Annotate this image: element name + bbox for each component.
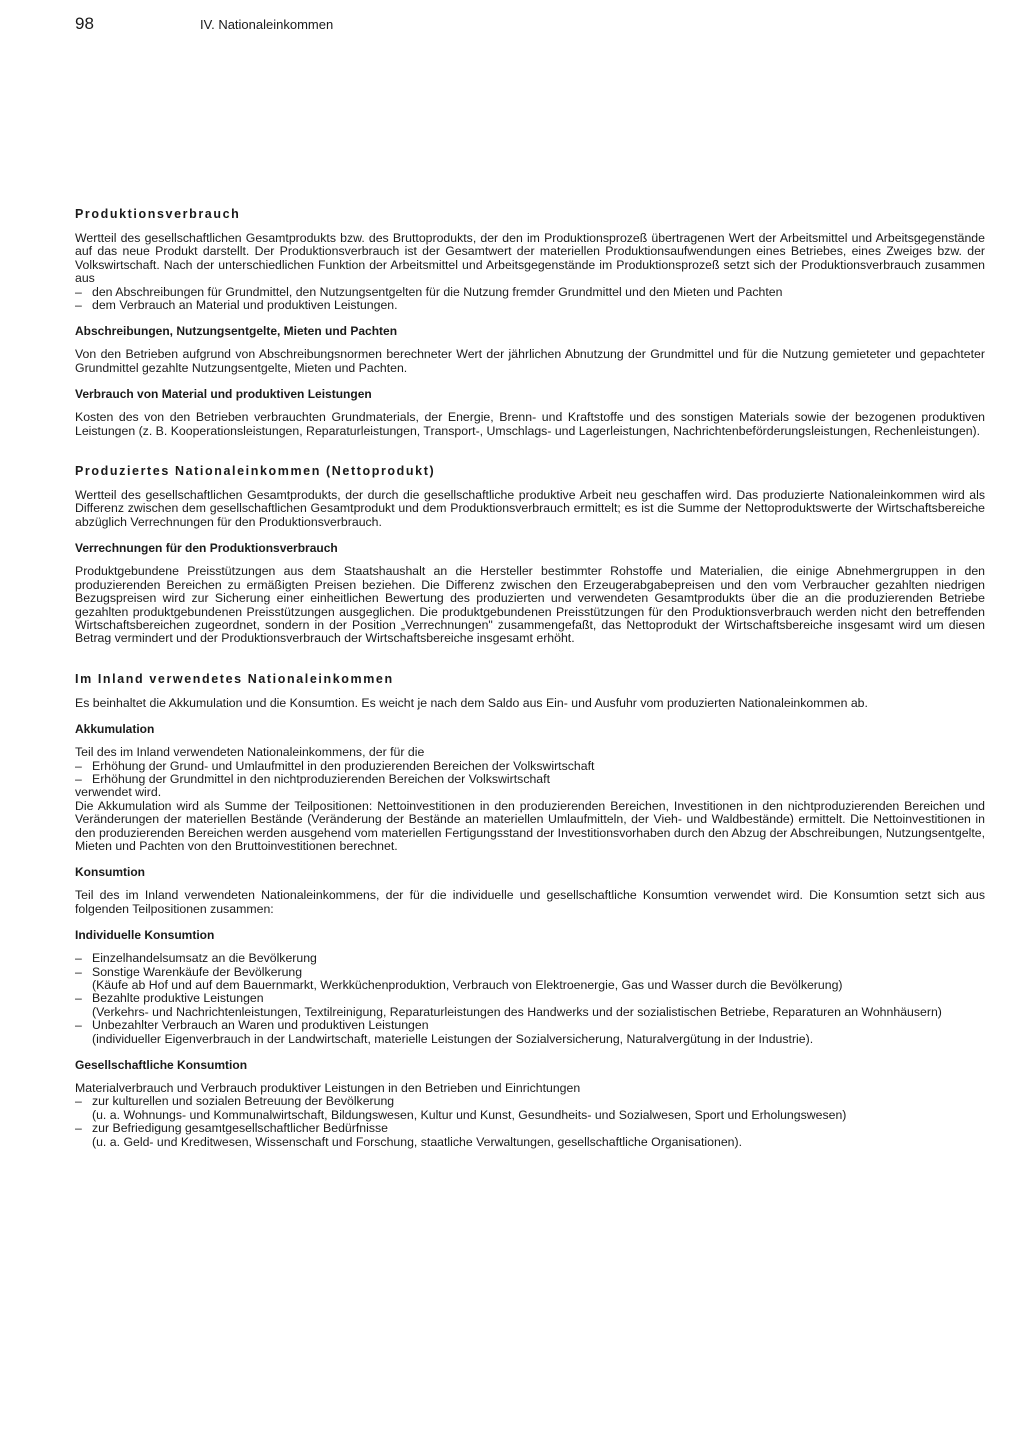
item-detail: (u. a. Wohnungs- und Kommunalwirtschaft, Bildungswesen, Kultur und Kunst, Gesundheits- und Sozialwesen, Sport und Erholungswesen)	[92, 1107, 847, 1122]
paragraph: Wertteil des gesellschaftlichen Gesamtprodukts, der durch die gesellschaftliche produktive Arbeit neu geschaffen wird. Das produzierte Nationaleinkommen wird als Differenz zwischen dem gesellschaftlichen Gesamtprodukt und dem Produktionsverbrauch ermittelt; es ist die Summe der Nettoproduktswerte der Wirtschaftsbereiche abzüglich Verrechnungen für den Produktionsverbrauch.	[75, 488, 985, 529]
paragraph: Teil des im Inland verwendeten Nationaleinkommens, der für die	[75, 745, 425, 760]
subsection-heading: Individuelle Konsumtion	[75, 928, 215, 943]
item-detail: (u. a. Geld- und Kreditwesen, Wissenschaft und Forschung, staatliche Verwaltungen, gesellschaftliche Organisationen).	[92, 1134, 743, 1149]
page-number: 98	[75, 14, 94, 33]
list-item: – dem Verbrauch an Material und produktiven Leistungen.	[75, 299, 985, 312]
paragraph: verwendet wird.	[75, 785, 162, 800]
paragraph: Es beinhaltet die Akkumulation und die Konsumtion. Es weicht je nach dem Saldo aus Ein- und Ausfuhr vom produzierten Nationaleinkommen ab.	[75, 695, 868, 710]
chapter-title: IV. Nationaleinkommen	[200, 17, 334, 32]
item-label: zur Befriedigung gesamtgesellschaftlicher Bedürfnisse	[92, 1121, 388, 1136]
subsection-heading: Konsumtion	[75, 865, 145, 880]
list-item	[75, 966, 985, 993]
subsection-heading: Gesellschaftliche Konsumtion	[75, 1058, 248, 1073]
item-label: Bezahlte produktive Leistungen	[92, 991, 264, 1006]
bullet-list	[75, 760, 985, 787]
paragraph: Kosten des von den Betrieben verbrauchten Grundmaterials, der Energie, Brenn- und Kraftstoffe und des sonstigen Materials sowie der bezogenen produktiven Leistungen (z. B. Kooperationsleistungen, Reparaturleistungen, Transport-, Umschlags- und Lagerleistungen, Nachrichtenbeförderungsleistungen, Rechenleistungen).	[75, 410, 985, 438]
paragraph: Die Akkumulation wird als Summe der Teilpositionen: Nettoinvestitionen in den produzierenden Bereichen, Investitionen in den nichtproduzierenden Bereichen und Veränderungen der materiellen Bestände (Veränderung der Bestände an materiellen Umlaufmitteln, der Vieh- und Waldbestände) ermittelt. Die Nettoinvestitionen in den produzierenden Bereichen werden ausgehend vom materiellen Fertigungsstand der Investitionsvorhaben durch den Abzug der Abschreibungen, Nutzungsentgelte, Mieten und Pachten von den Bruttoinvestitionen berechnet.	[75, 798, 985, 853]
section-heading: Produziertes Nationaleinkommen (Nettoprodukt)	[75, 464, 436, 479]
paragraph: Materialverbrauch und Verbrauch produktiver Leistungen in den Betrieben und Einrichtungen	[75, 1081, 581, 1096]
item-detail: (Verkehrs- und Nachrichtenleistungen, Textilreinigung, Reparaturleistungen des Handwerks und der sozialistischen Betriebe, Reparaturen an Wohnhäusern)	[92, 1004, 942, 1019]
list-item	[75, 1019, 985, 1046]
list-item: – Erhöhung der Grundmittel in den nichtproduzierenden Bereichen der Volkswirtschaft	[75, 773, 985, 786]
bullet-list	[75, 952, 985, 1046]
subsection-heading: Akkumulation	[75, 722, 155, 737]
bullet-list	[75, 286, 985, 313]
paragraph: Produktgebundene Preisstützungen aus dem Staatshaushalt an die Hersteller bestimmter Rohstoffe und Materialien, die einige Abnehmergruppen in den produzierenden Bereichen zu ermäßigten Preisen beziehen. Die Differenz zwischen den Erzeugerabgabepreisen und den vom Verbraucher gezahlten niedrigen Bezugspreisen wird zur Sicherung einer einheitlichen Bewertung des produzierten und verwendeten Gesamtprodukts über die an die produzierenden Betriebe gezahlten produktgebundenen Preisstützungen ausgeglichen. Die produktgebundenen Preisstützungen für den Produktionsverbrauch werden nicht den betreffenden Wirtschaftsbereichen zugeordnet, sondern in der Position „Verrechnungen" zusammengefaßt, das Nettoprodukt der Wirtschaftsbereiche insgesamt wird um diesen Betrag vermindert und der Produktionsverbrauch der Wirtschaftsbereiche insgesamt erhöht.	[75, 564, 985, 646]
list-item	[75, 1095, 985, 1122]
subsection-heading: Verrechnungen für den Produktionsverbrauch	[75, 541, 338, 556]
list-item	[75, 1122, 985, 1149]
section-heading: Im Inland verwendetes Nationaleinkommen	[75, 671, 394, 686]
item-detail: (Käufe ab Hof und auf dem Bauernmarkt, Werkküchenproduktion, Verbrauch von Elektroenergie, Gas und Wasser durch die Bevölkerung)	[92, 978, 843, 992]
item-label: zur kulturellen und sozialen Betreuung der Bevölkerung	[92, 1094, 395, 1109]
item-detail: (individueller Eigenverbrauch in der Landwirtschaft, materielle Leistungen der Sozialversicherung, Naturalvergütung in der Industrie).	[92, 1031, 814, 1046]
list-item	[75, 952, 985, 965]
paragraph: Teil des im Inland verwendeten Nationaleinkommens, der für die individuelle und gesellschaftliche Konsumtion verwendet wird. Die Konsumtion setzt sich aus folgenden Teilpositionen zusammen:	[75, 888, 985, 916]
section-heading: Produktionsverbrauch	[75, 207, 241, 221]
list-item	[75, 992, 985, 1019]
list-item: – den Abschreibungen für Grundmittel, den Nutzungsentgelten für die Nutzung fremder Grundmittel und den Mieten und Pachten	[75, 286, 985, 299]
item-label: Sonstige Warenkäufe der Bevölkerung	[92, 964, 303, 979]
paragraph: Von den Betrieben aufgrund von Abschreibungsnormen berechneter Wert der jährlichen Abnutzung der Grundmittel und für die Nutzung gemieteter und gepachteter Grundmittel gezahlte Nutzungsentgelte, Mieten und Pachten.	[75, 347, 985, 375]
subsection-heading: Abschreibungen, Nutzungsentgelte, Mieten und Pachten	[75, 324, 398, 339]
document-body	[75, 207, 985, 1149]
paragraph: Wertteil des gesellschaftlichen Gesamtprodukts bzw. des Bruttoprodukts, der den im Produktionsprozeß übertragenen Wert der Arbeitsmittel und Arbeitsgegenstände auf das neue Produkt darstellt. Der Produktionsverbrauch ist der Gesamtwert der materiellen Produktionsaufwendungen eines Betriebes, eines Zweiges bzw. der Volkswirtschaft. Nach der unterschiedlichen Funktion der Arbeitsmittel und Arbeitsgegenstände im Produktionsprozeß setzt sich der Produktionsverbrauch zusammen aus	[75, 231, 985, 286]
item-label: Unbezahlter Verbrauch an Waren und produktiven Leistungen	[92, 1018, 429, 1033]
item-label: Einzelhandelsumsatz an die Bevölkerung	[92, 951, 317, 966]
list-item: – Erhöhung der Grund- und Umlaufmittel in den produzierenden Bereichen der Volkswirtschaft	[75, 760, 985, 773]
subsection-heading: Verbrauch von Material und produktiven Leistungen	[75, 387, 372, 402]
bullet-list	[75, 1095, 985, 1149]
